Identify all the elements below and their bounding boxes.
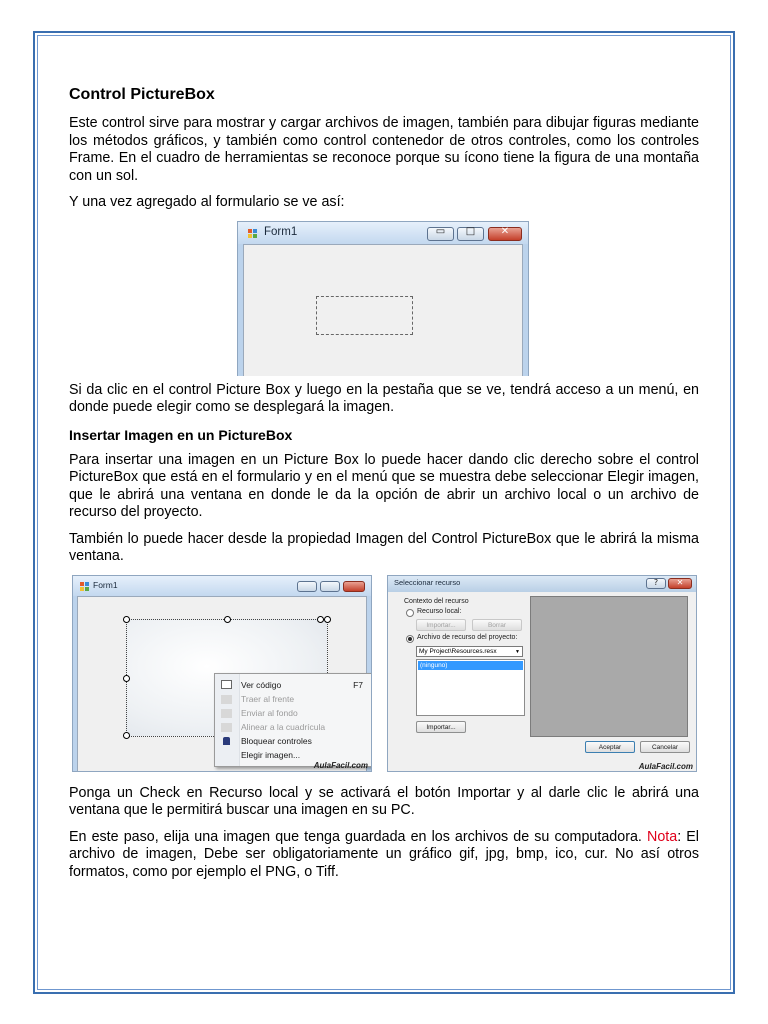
menu-item-enviar-al-fondo[interactable]: Enviar al fondo [241,707,298,718]
form1-titlebar-2 [73,576,371,596]
code-icon [221,680,232,689]
form1-title-2: Form1 [93,579,118,590]
align-grid-icon [221,723,232,732]
resize-handle[interactable] [123,732,130,739]
context-menu [214,673,372,767]
form1-titlebar [238,222,528,244]
intro-paragraph: Este control sirve para mostrar y cargar archivos de imagen, también para dibujar figuras mediante los métodos gráficos, y también como control contenedor de otros controles, como los controles Frame. En el cuadro de herramientas se reconoce porque su ícono tiene la figura de una montaña con un sol. [69,115,699,184]
project-resource-label: Archivo de recurso del proyecto: [417,633,518,641]
insert-paragraph: Para insertar una imagen en un Picture Box lo puede hacer dando clic derecho sobre el control PictureBox que está en el formulario y en el menú que se muestra debe seleccionar Elegir imagen, que le abrirá una ventana en donde le da la opción de abrir un archivo local o un archivo de recurso del proyecto. [69,451,699,520]
menu-item-alinear-cuadricula[interactable]: Alinear a la cuadrícula [241,721,326,732]
form1-title: Form1 [264,225,298,238]
resize-handle[interactable] [324,616,331,623]
cancel-button[interactable]: Cancelar [640,741,690,753]
lock-icon [223,737,230,745]
clear-button[interactable]: Borrar [472,619,522,631]
dialog-titlebar [388,576,696,592]
local-resource-radio[interactable] [406,609,414,617]
accept-button[interactable]: Aceptar [585,741,635,753]
form1-client-area [243,244,523,376]
maximize-button[interactable]: □ [457,227,484,241]
minimize-button[interactable] [297,581,317,592]
import-button[interactable]: Importar... [416,721,466,733]
nota-label: Nota [647,828,678,845]
resize-handle[interactable] [123,675,130,682]
smart-tag-handle[interactable] [317,616,324,623]
help-button[interactable]: ? [646,578,666,589]
bring-front-icon [221,695,232,704]
send-back-icon [221,709,232,718]
close-button[interactable]: ✕ [668,578,692,589]
property-paragraph: También lo puede hacer desde la propiedad Imagen del Control PictureBox que le abrirá la misma ventana. [69,530,699,564]
context-group-label: Contexto del recurso [404,597,469,605]
resource-list[interactable] [416,659,525,716]
resize-handle[interactable] [123,616,130,623]
local-resource-label: Recurso local: [417,607,462,615]
watermark: AulaFacil.com [313,760,368,770]
local-resource-paragraph: Ponga un Check en Recurso local y se activará el botón Importar y al darle clic le abrirá una ventana que le permitirá buscar una imagen en su PC. [69,784,699,818]
document-body [69,85,699,890]
context-menu-screenshot [72,575,372,772]
resource-dialog-screenshot [387,575,697,772]
menu-item-ver-codigo[interactable]: Ver código F7 [241,679,363,690]
import-button-disabled[interactable]: Importar... [416,619,466,631]
dialog-title: Seleccionar recurso [394,577,461,587]
project-resource-radio[interactable] [406,635,414,643]
form-intro-paragraph: Y una vez agregado al formulario se ve así: [69,194,345,210]
page-title: Control PictureBox [69,86,215,103]
section-heading: Insertar Imagen en un PictureBox [69,426,293,443]
watermark: AulaFacil.com [638,761,693,771]
menu-paragraph: Si da clic en el control Picture Box y luego en la pestaña que se ve, tendrá acceso a un menú, en donde puede elegir como se desplegará la imagen. [69,381,699,415]
resource-file-combo[interactable]: My Project\Resources.resx ▼ [416,646,523,657]
menu-item-traer-al-frente[interactable]: Traer al frente [241,693,295,704]
minimize-button[interactable]: ▭ [427,227,454,241]
menu-item-elegir-imagen[interactable]: Elegir imagen... [241,749,301,760]
list-item[interactable]: (ninguno) [418,661,523,670]
image-preview [530,596,688,737]
maximize-button[interactable] [320,581,340,592]
picturebox-control[interactable] [316,296,413,335]
format-paragraph: En este paso, elija una imagen que tenga guardada en los archivos de su computadora. Nota: El archivo de imagen, Debe ser obligatoriamente un gráfico gif, jpg, bmp, ico, cur. No así otros formatos, como por ejemplo el PNG, o Tiff. [69,828,699,880]
chevron-down-icon: ▼ [515,648,520,655]
form-icon [248,229,258,238]
menu-item-bloquear-controles[interactable]: Bloquear controles [241,735,312,746]
close-button[interactable]: ✕ [488,227,522,241]
form1-screenshot [237,221,529,376]
form-icon [80,582,90,591]
screenshot-row [69,575,699,775]
resize-handle[interactable] [224,616,231,623]
close-button[interactable] [343,581,365,592]
form1-client-area-2 [77,596,367,771]
